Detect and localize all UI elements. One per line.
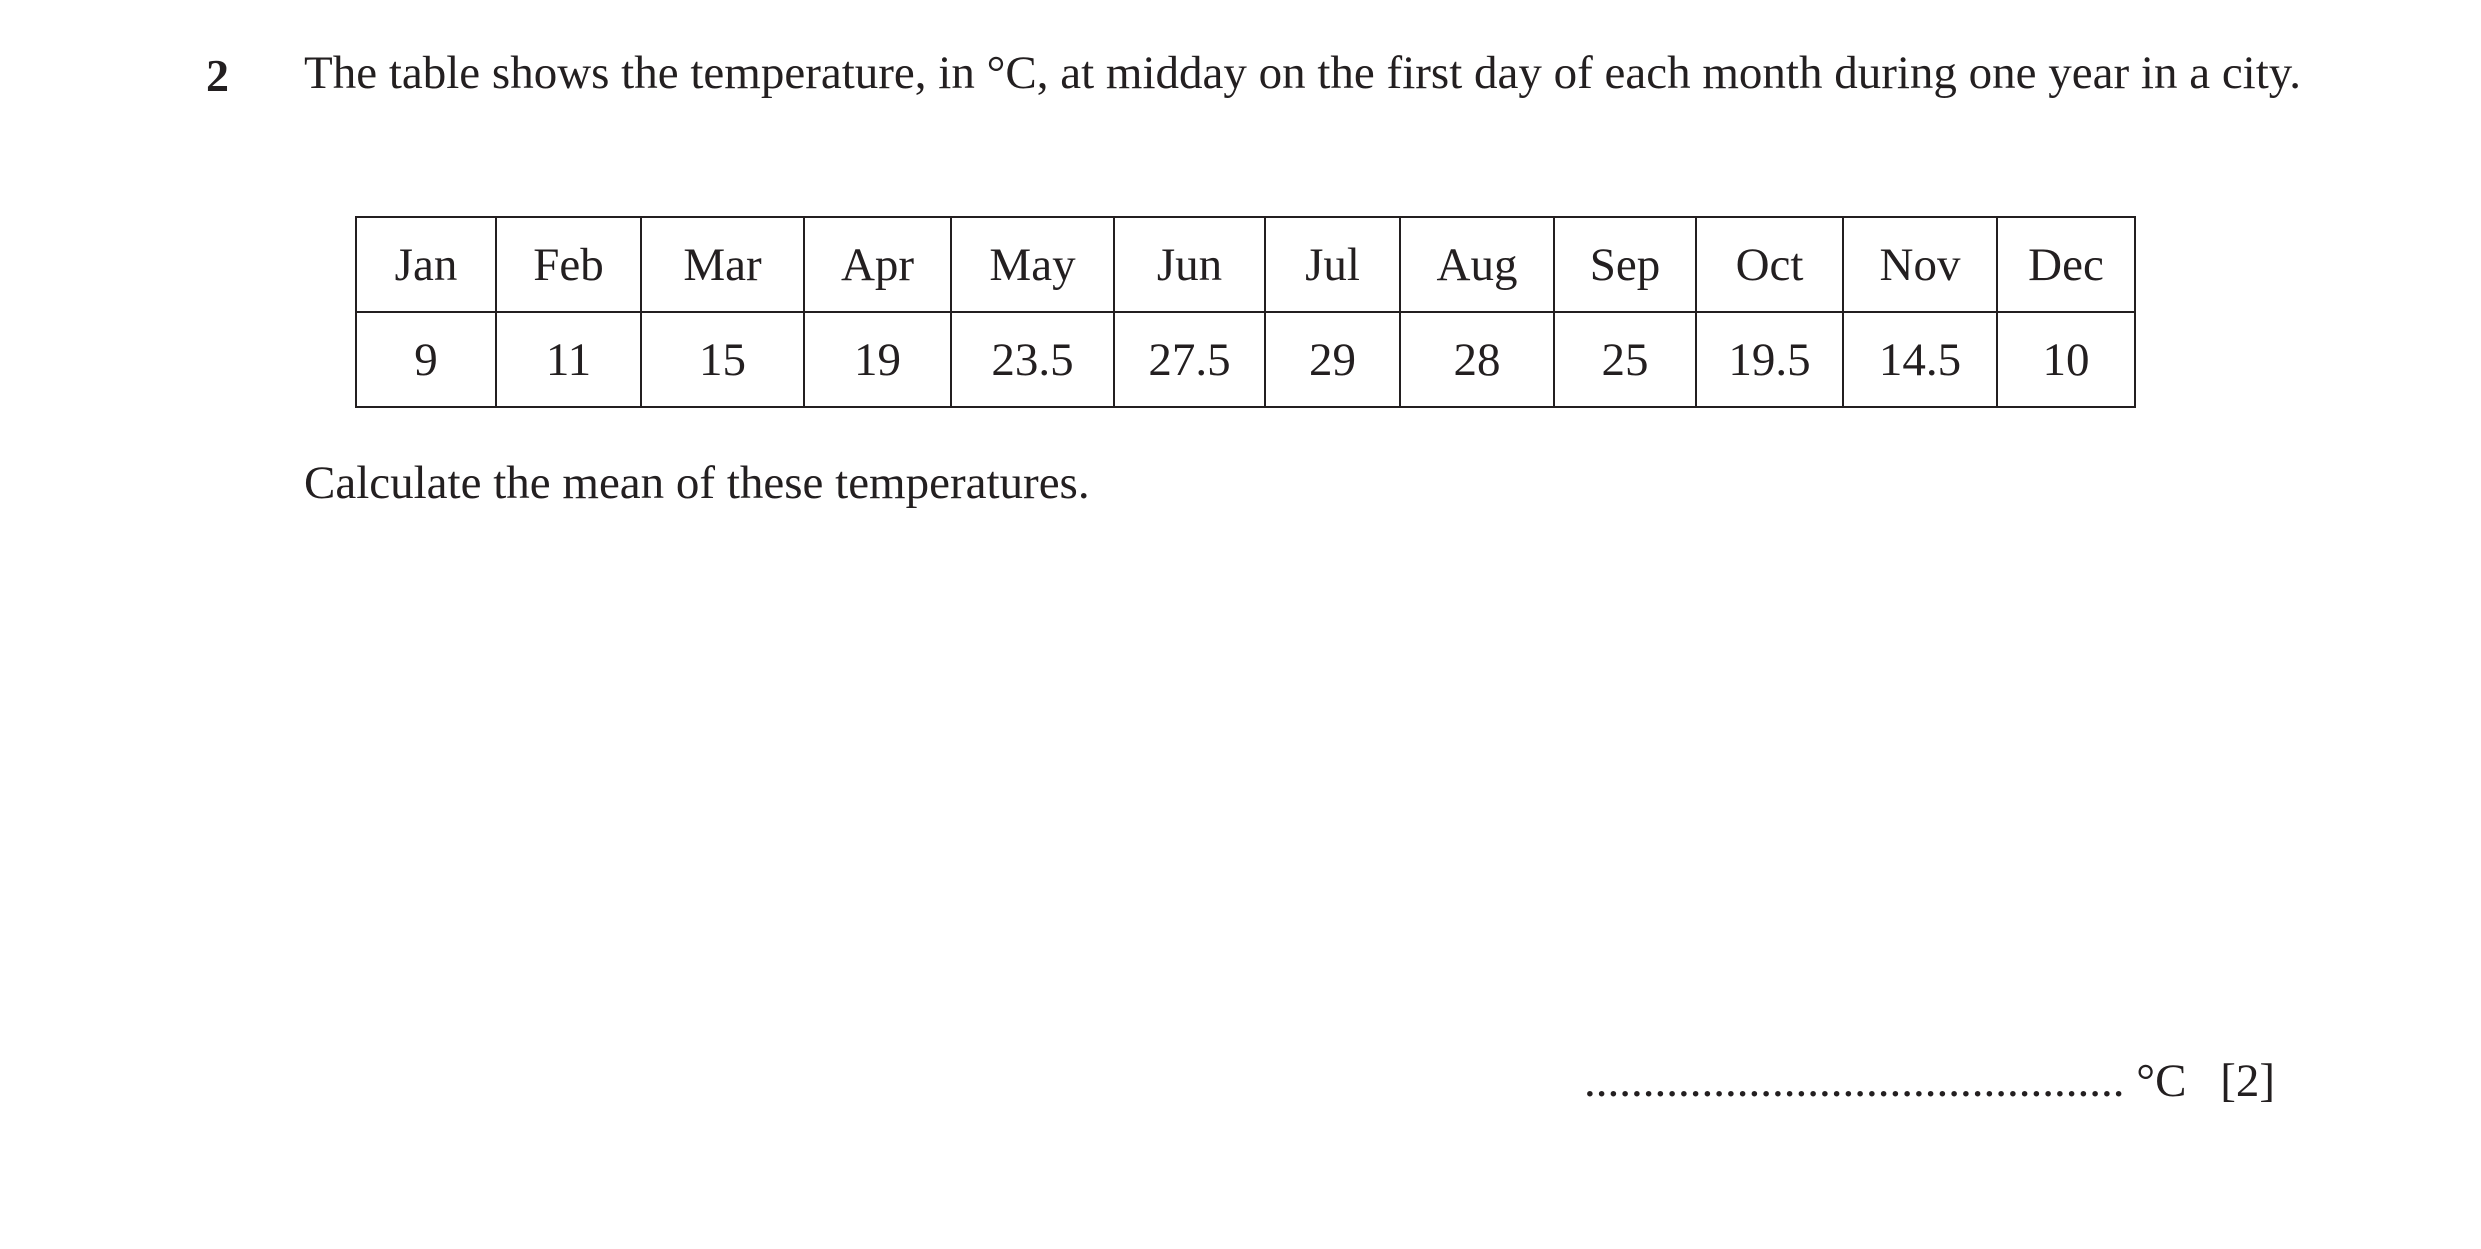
- temperature-cell: 29: [1265, 312, 1400, 407]
- question-prompt: Calculate the mean of these temperatures.: [304, 457, 1090, 509]
- month-cell: Apr: [804, 217, 951, 312]
- temperature-cell: 10: [1997, 312, 2135, 407]
- temperature-cell: 9: [356, 312, 496, 407]
- month-cell: May: [951, 217, 1114, 312]
- month-cell: Jan: [356, 217, 496, 312]
- answer-unit: °C: [2136, 1055, 2187, 1107]
- month-cell: Jul: [1265, 217, 1400, 312]
- temperature-cell: 19.5: [1696, 312, 1843, 407]
- answer-area: [1584, 1053, 2275, 1109]
- temperature-cell: 27.5: [1114, 312, 1265, 407]
- month-cell: Feb: [496, 217, 641, 312]
- temperature-cell: 14.5: [1843, 312, 1997, 407]
- temperature-row: [356, 312, 2135, 407]
- temperature-cell: 23.5: [951, 312, 1114, 407]
- month-row: [356, 217, 2135, 312]
- question-number: 2: [206, 50, 229, 101]
- temperature-cell: 15: [641, 312, 804, 407]
- month-cell: Mar: [641, 217, 804, 312]
- temperature-table: [355, 216, 2136, 408]
- temperature-cell: 11: [496, 312, 641, 407]
- month-cell: Oct: [1696, 217, 1843, 312]
- temperature-cell: 28: [1400, 312, 1554, 407]
- month-cell: Sep: [1554, 217, 1696, 312]
- question-stem: The table shows the temperature, in °C, at midday on the first day of each month during one year in a city.: [304, 47, 2301, 99]
- temperature-cell: 25: [1554, 312, 1696, 407]
- month-cell: Dec: [1997, 217, 2135, 312]
- temperature-cell: 19: [804, 312, 951, 407]
- marks-label: [2]: [2220, 1055, 2275, 1107]
- month-cell: Aug: [1400, 217, 1554, 312]
- month-cell: Nov: [1843, 217, 1997, 312]
- month-cell: Jun: [1114, 217, 1265, 312]
- answer-line[interactable]: ..............................................: [1584, 1055, 2125, 1107]
